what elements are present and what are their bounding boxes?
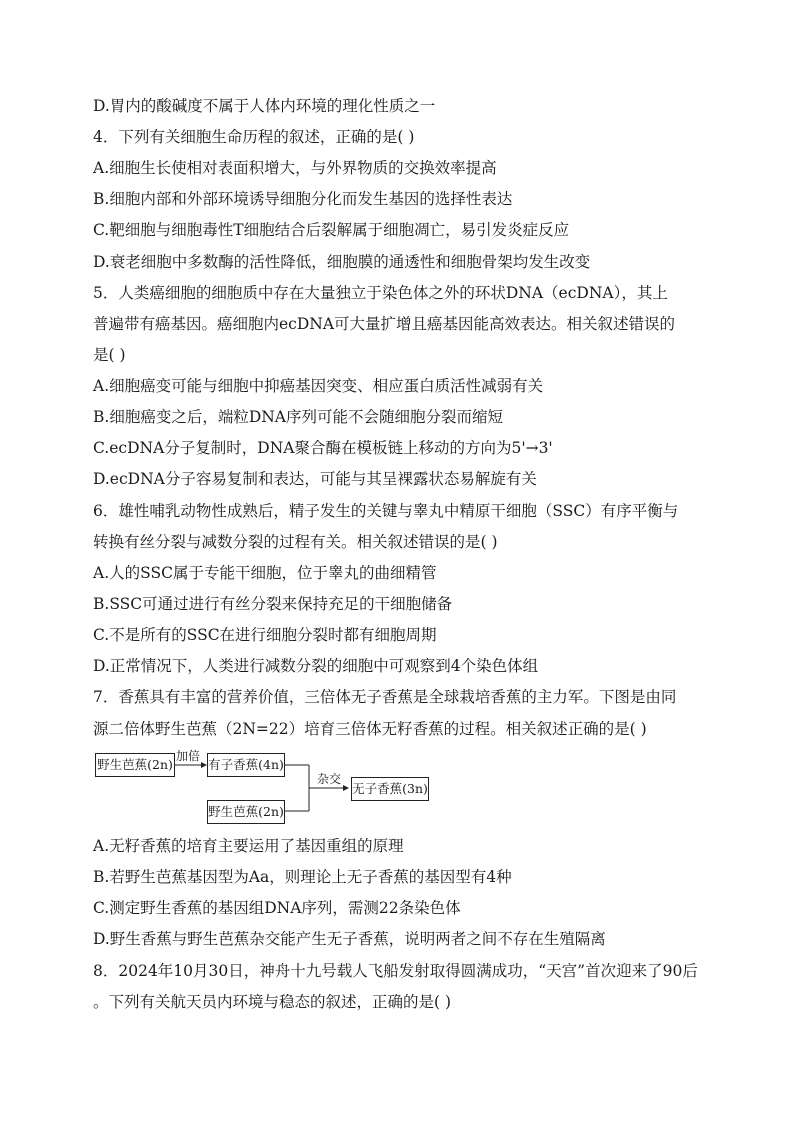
q4-option-a: A.细胞生长使相对表面积增大，与外界物质的交换效率提高 bbox=[93, 159, 497, 177]
box-seedless-banana: 无子香蕉(3n) bbox=[351, 777, 429, 801]
q7-option-d: D.野生香蕉与野生芭蕉杂交能产生无子香蕉，说明两者之间不存在生殖隔离 bbox=[93, 930, 606, 948]
q6-option-d: D.正常情况下，人类进行减数分裂的细胞中可观察到4个染色体组 bbox=[93, 657, 539, 675]
q4-option-c: C.靶细胞与细胞毒性T细胞结合后裂解属于细胞凋亡，易引发炎症反应 bbox=[93, 221, 570, 239]
box-wild-banana-top: 野生芭蕉(2n) bbox=[95, 753, 175, 777]
q7-option-b: B.若野生芭蕉基因型为Aa，则理论上无子香蕉的基因型有4种 bbox=[93, 868, 512, 886]
q8-stem-line2: 。下列有关航天员内环境与稳态的叙述，正确的是( ) bbox=[93, 993, 452, 1011]
label-double: 加倍 bbox=[176, 749, 201, 763]
q5-option-a: A.细胞癌变可能与细胞中抑癌基因突变、相应蛋白质活性减弱有关 bbox=[93, 377, 544, 395]
label-cross: 杂交 bbox=[317, 772, 342, 786]
q4-option-b: B.细胞内部和外部环境诱导细胞分化而发生基因的选择性表达 bbox=[93, 190, 513, 208]
box-wild-banana-bottom: 野生芭蕉(2n) bbox=[207, 800, 285, 824]
box-seeded-banana: 有子香蕉(4n) bbox=[207, 753, 285, 777]
q6-stem-line2: 转换有丝分裂与减数分裂的过程有关。相关叙述错误的是( ) bbox=[93, 533, 498, 551]
q4-stem: 4．下列有关细胞生命历程的叙述，正确的是( ) bbox=[93, 128, 415, 146]
q6-option-a: A.人的SSC属于专能干细胞，位于睾丸的曲细精管 bbox=[93, 564, 437, 582]
q5-option-c: C.ecDNA分子复制时，DNA聚合酶在模板链上移动的方向为5'→3' bbox=[93, 439, 553, 457]
q5-option-d: D.ecDNA分子容易复制和表达，可能与其呈裸露状态易解旋有关 bbox=[93, 470, 537, 488]
q7-stem-line2: 源二倍体野生芭蕉（2N=22）培育三倍体无籽香蕉的过程。相关叙述正确的是( ) bbox=[93, 720, 647, 738]
q4-option-d: D.衰老细胞中多数酶的活性降低，细胞膜的通透性和细胞骨架均发生改变 bbox=[93, 253, 591, 271]
q6-option-c: C.不是所有的SSC在进行细胞分裂时都有细胞周期 bbox=[93, 626, 437, 644]
q6-option-b: B.SSC可通过进行有丝分裂来保持充足的干细胞储备 bbox=[93, 595, 453, 613]
q5-stem-line3: 是( ) bbox=[93, 346, 126, 364]
q7-option-c: C.测定野生香蕉的基因组DNA序列，需测22条染色体 bbox=[93, 899, 461, 917]
q3-option-d: D.胃内的酸碱度不属于人体内环境的理化性质之一 bbox=[93, 97, 436, 115]
q5-stem-line1: 5．人类癌细胞的细胞质中存在大量独立于染色体之外的环状DNA（ecDNA），其上 bbox=[93, 284, 668, 302]
q7-option-a: A.无籽香蕉的培育主要运用了基因重组的原理 bbox=[93, 837, 404, 855]
breeding-flow-diagram bbox=[93, 748, 433, 828]
q5-option-b: B.细胞癌变之后，端粒DNA序列可能不会随细胞分裂而缩短 bbox=[93, 408, 504, 426]
q7-stem-line1: 7．香蕉具有丰富的营养价值，三倍体无子香蕉是全球栽培香蕉的主力军。下图是由同 bbox=[93, 688, 677, 706]
q6-stem-line1: 6．雄性哺乳动物性成熟后，精子发生的关键与睾丸中精原干细胞（SSC）有序平衡与 bbox=[93, 502, 679, 520]
q8-stem-line1: 8．2024年10月30日，神舟十九号载人飞船发射取得圆满成功，“天宫”首次迎来了90后 bbox=[93, 962, 698, 980]
q5-stem-line2: 普遍带有癌基因。癌细胞内ecDNA可大量扩增且癌基因能高效表达。相关叙述错误的 bbox=[93, 315, 676, 333]
